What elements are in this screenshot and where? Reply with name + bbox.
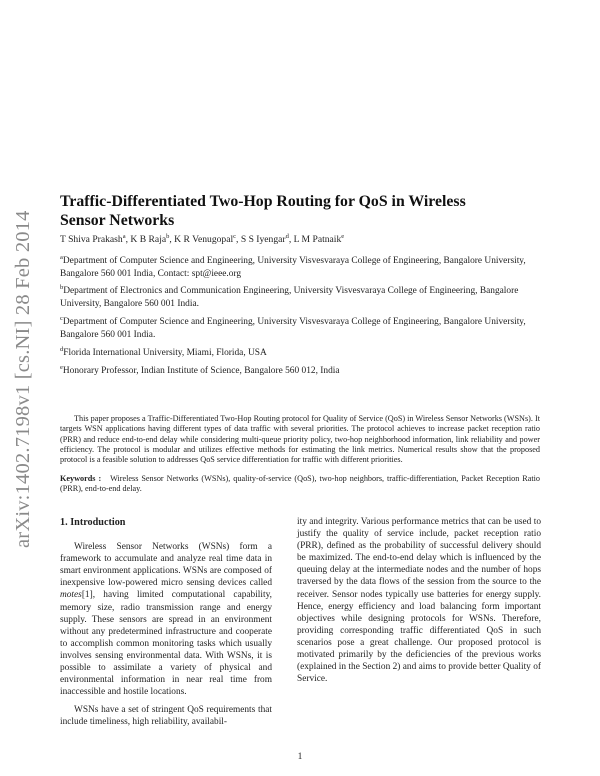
keywords — [60, 474, 540, 495]
author: K B Raja$^b$, — [130, 233, 175, 246]
author: S S Iyengar$^d$, — [240, 233, 294, 246]
page-number: 1 — [297, 752, 303, 762]
affiliation: $^c$Department of Computer Science and Engineering, University Visvesvaraya College of Engineering, Bangalore University, Bangalore 560 001 India. — [60, 315, 526, 340]
author: L M Patnaik$^e$ — [293, 233, 345, 246]
arxiv-identifier: arXiv:1402.7198v1 [cs.NI] 28 Feb 2014 — [12, 210, 34, 548]
affiliation: $^b$Department of Electronics and Communication Engineering, University Visvesvaraya College of Engineering, Bangalore University, Bangalore 560 001 India. — [60, 284, 519, 309]
author: K R Venugopal$^c$, — [174, 233, 241, 246]
affiliation: $^d$Florida International University, Miami, Florida, USA — [60, 346, 267, 359]
author: T Shiva Prakash$^a$, — [60, 233, 131, 246]
right-column — [297, 516, 541, 691]
left-column — [60, 517, 272, 735]
abstract: This paper proposes a Traffic-Differentiated Two-Hop Routing protocol for Quality of Service (QoS) in Wireless Sensor Networks (WSNs). It targets WSN applications having different types of data traffic with several priorities. The protocol achieves to increase packet reception ratio (PRR) and reduce end-to-end delay while considering multi-queue priority policy, two-hop neighborhood information, link reliability and power efficiency. The protocol is modular and utilizes effective methods for estimating the link metrics. Numerical results show that the proposed protocol is a feasible solution to addresses QoS service differentiation for traffic with different priorities. — [60, 414, 540, 465]
affiliation: $^e$Honorary Professor, Indian Institute of Science, Bangalore 560 012, India — [60, 364, 340, 377]
paragraph: ity and integrity. Various performance metrics that can be used to justify the quality of service include, packet reception ratio (PRR), defined as the probability of successful delivery should be maximized. The end-to-end delay which is influenced by the queuing delay at the intermediate nodes and the number of hops traversed by the data flows of the session from the source to the receiver. Sensor nodes typically use batteries for energy supply. Hence, energy efficiency and load balancing form important objectives while designing protocols for WSNs. Therefore, providing corresponding traffic differentiated QoS in such scenarios pose a great challenge. Our proposed protocol is motivated primarily by the deficiencies of the previous works (explained in the Section 2) and aims to provide better Quality of Service. — [297, 517, 541, 685]
paragraph: WSNs have a set of stringent QoS requirements that include timeliness, high reliability, availabil- — [60, 705, 272, 728]
author-list — [60, 233, 540, 245]
paper-title: Traffic-Differentiated Two-Hop Routing for QoS in Wireless Sensor Networks — [60, 193, 466, 229]
keywords-text: Wireless Sensor Networks (WSNs), quality-of-service (QoS), two-hop neighbors, traffic-differentiation, Packet Reception Ratio (PRR), end-to-end delay. — [60, 474, 540, 494]
keywords-label: Keywords : — [60, 474, 102, 483]
paragraph: Wireless Sensor Networks (WSNs) form a framework to accumulate and analyze real time data in smart environment applications. WSNs are composed of inexpensive low-powered micro sensing devices called motes[1], having limited computational capability, memory size, radio transmission range and energy supply. These sensors are spread in an environment without any predetermined infrastructure and cooperate to accomplish common monitoring tasks which usually involves sensing environmental data. With WSNs, it is possible to assimilate a variety of physical and environmental information in near real time from inaccessible and hostile locations. — [60, 542, 272, 698]
section-heading: 1. Introduction — [60, 517, 126, 528]
affiliation: $^a$Department of Computer Science and Engineering, University Visvesvaraya College of Engineering, Bangalore University, Bangalore 560 001 India, Contact: spt@ieee.org — [60, 254, 526, 279]
